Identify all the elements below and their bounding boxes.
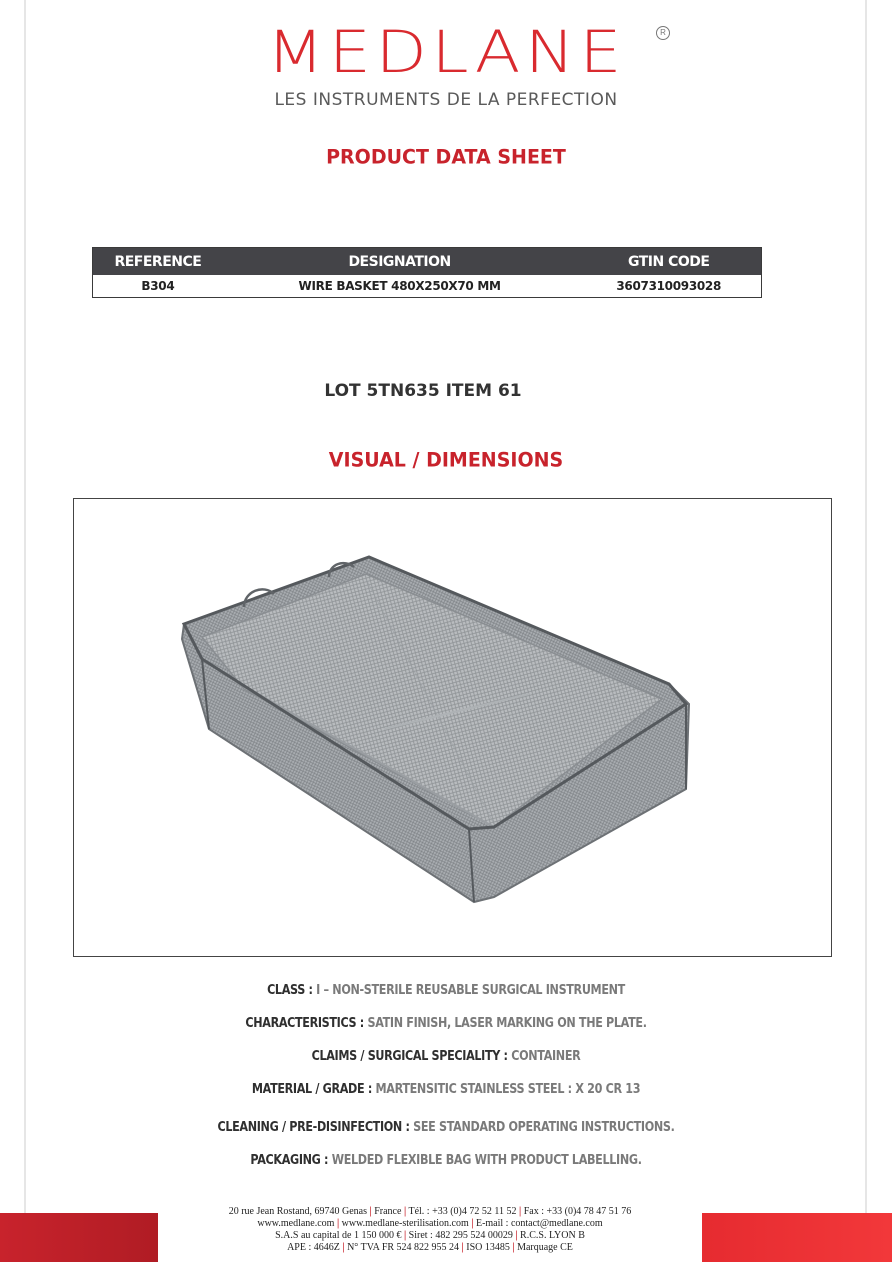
product-image-frame xyxy=(73,498,832,957)
cell-gtin-code: 3607310093028 xyxy=(616,279,722,293)
table-row xyxy=(93,275,762,298)
spec-claims: CLAIMS / SURGICAL SPECIALITY : CONTAINER xyxy=(311,1049,581,1064)
visual-section-title: VISUAL / DIMENSIONS xyxy=(328,448,564,472)
reference-table xyxy=(92,247,762,298)
email-link[interactable]: E-mail : contact@medlane.com xyxy=(475,1218,603,1229)
logo-tagline: LES INSTRUMENTS DE LA PERFECTION xyxy=(274,90,618,110)
registered-mark: R xyxy=(656,26,670,40)
spec-class: CLASS : I – NON-STERILE REUSABLE SURGICAL INSTRUMENT xyxy=(267,983,625,998)
spec-packaging: PACKAGING : WELDED FLEXIBLE BAG WITH PRODUCT LABELLING. xyxy=(250,1153,642,1168)
wire-basket-image xyxy=(74,499,831,956)
header-gtin-code: GTIN CODE xyxy=(576,248,761,276)
footer-line-web: www.medlane.com | www.medlane-sterilisation.com | E-mail : contact@medlane.com xyxy=(257,1218,603,1229)
lot-number: LOT 5TN635 ITEM 61 xyxy=(324,381,522,401)
cell-designation: WIRE BASKET 480X250X70 MM xyxy=(298,279,501,293)
header-reference: REFERENCE xyxy=(93,248,223,276)
footer-line-address: 20 rue Jean Rostand, 69740 Genas | France | Tél. : +33 (0)4 72 52 11 52 | Fax : +33 (0)4 78 47 51 76 xyxy=(228,1206,632,1217)
header-designation: DESIGNATION xyxy=(223,248,577,276)
footer-line-legal: APE : 4646Z | N° TVA FR 524 822 955 24 | ISO 13485 | Marquage CE xyxy=(287,1242,573,1253)
footer-contact xyxy=(160,1206,700,1254)
page-title: PRODUCT DATA SHEET xyxy=(326,145,566,169)
footer-red-bar-right xyxy=(702,1213,892,1262)
right-border-line xyxy=(865,0,867,1262)
spec-characteristics: CHARACTERISTICS : SATIN FINISH, LASER MARKING ON THE PLATE. xyxy=(245,1016,647,1031)
logo-wordmark: MEDLANE xyxy=(266,18,626,86)
footer-red-bar-left xyxy=(0,1213,158,1262)
spec-material: MATERIAL / GRADE : MARTENSITIC STAINLESS STEEL : X 20 CR 13 xyxy=(251,1082,641,1097)
footer-line-company: S.A.S au capital de 1 150 000 € | Siret : 482 295 524 00029 | R.C.S. LYON B xyxy=(275,1230,585,1241)
table-header-row xyxy=(93,248,762,276)
left-border-line xyxy=(24,0,26,1262)
cell-reference: B304 xyxy=(141,279,175,293)
sterilisation-website-link[interactable]: www.medlane-sterilisation.com xyxy=(341,1218,469,1229)
spec-cleaning: CLEANING / PRE-DISINFECTION : SEE STANDARD OPERATING INSTRUCTIONS. xyxy=(217,1120,675,1135)
medlane-logo xyxy=(0,18,892,86)
website-link[interactable]: www.medlane.com xyxy=(257,1218,335,1229)
